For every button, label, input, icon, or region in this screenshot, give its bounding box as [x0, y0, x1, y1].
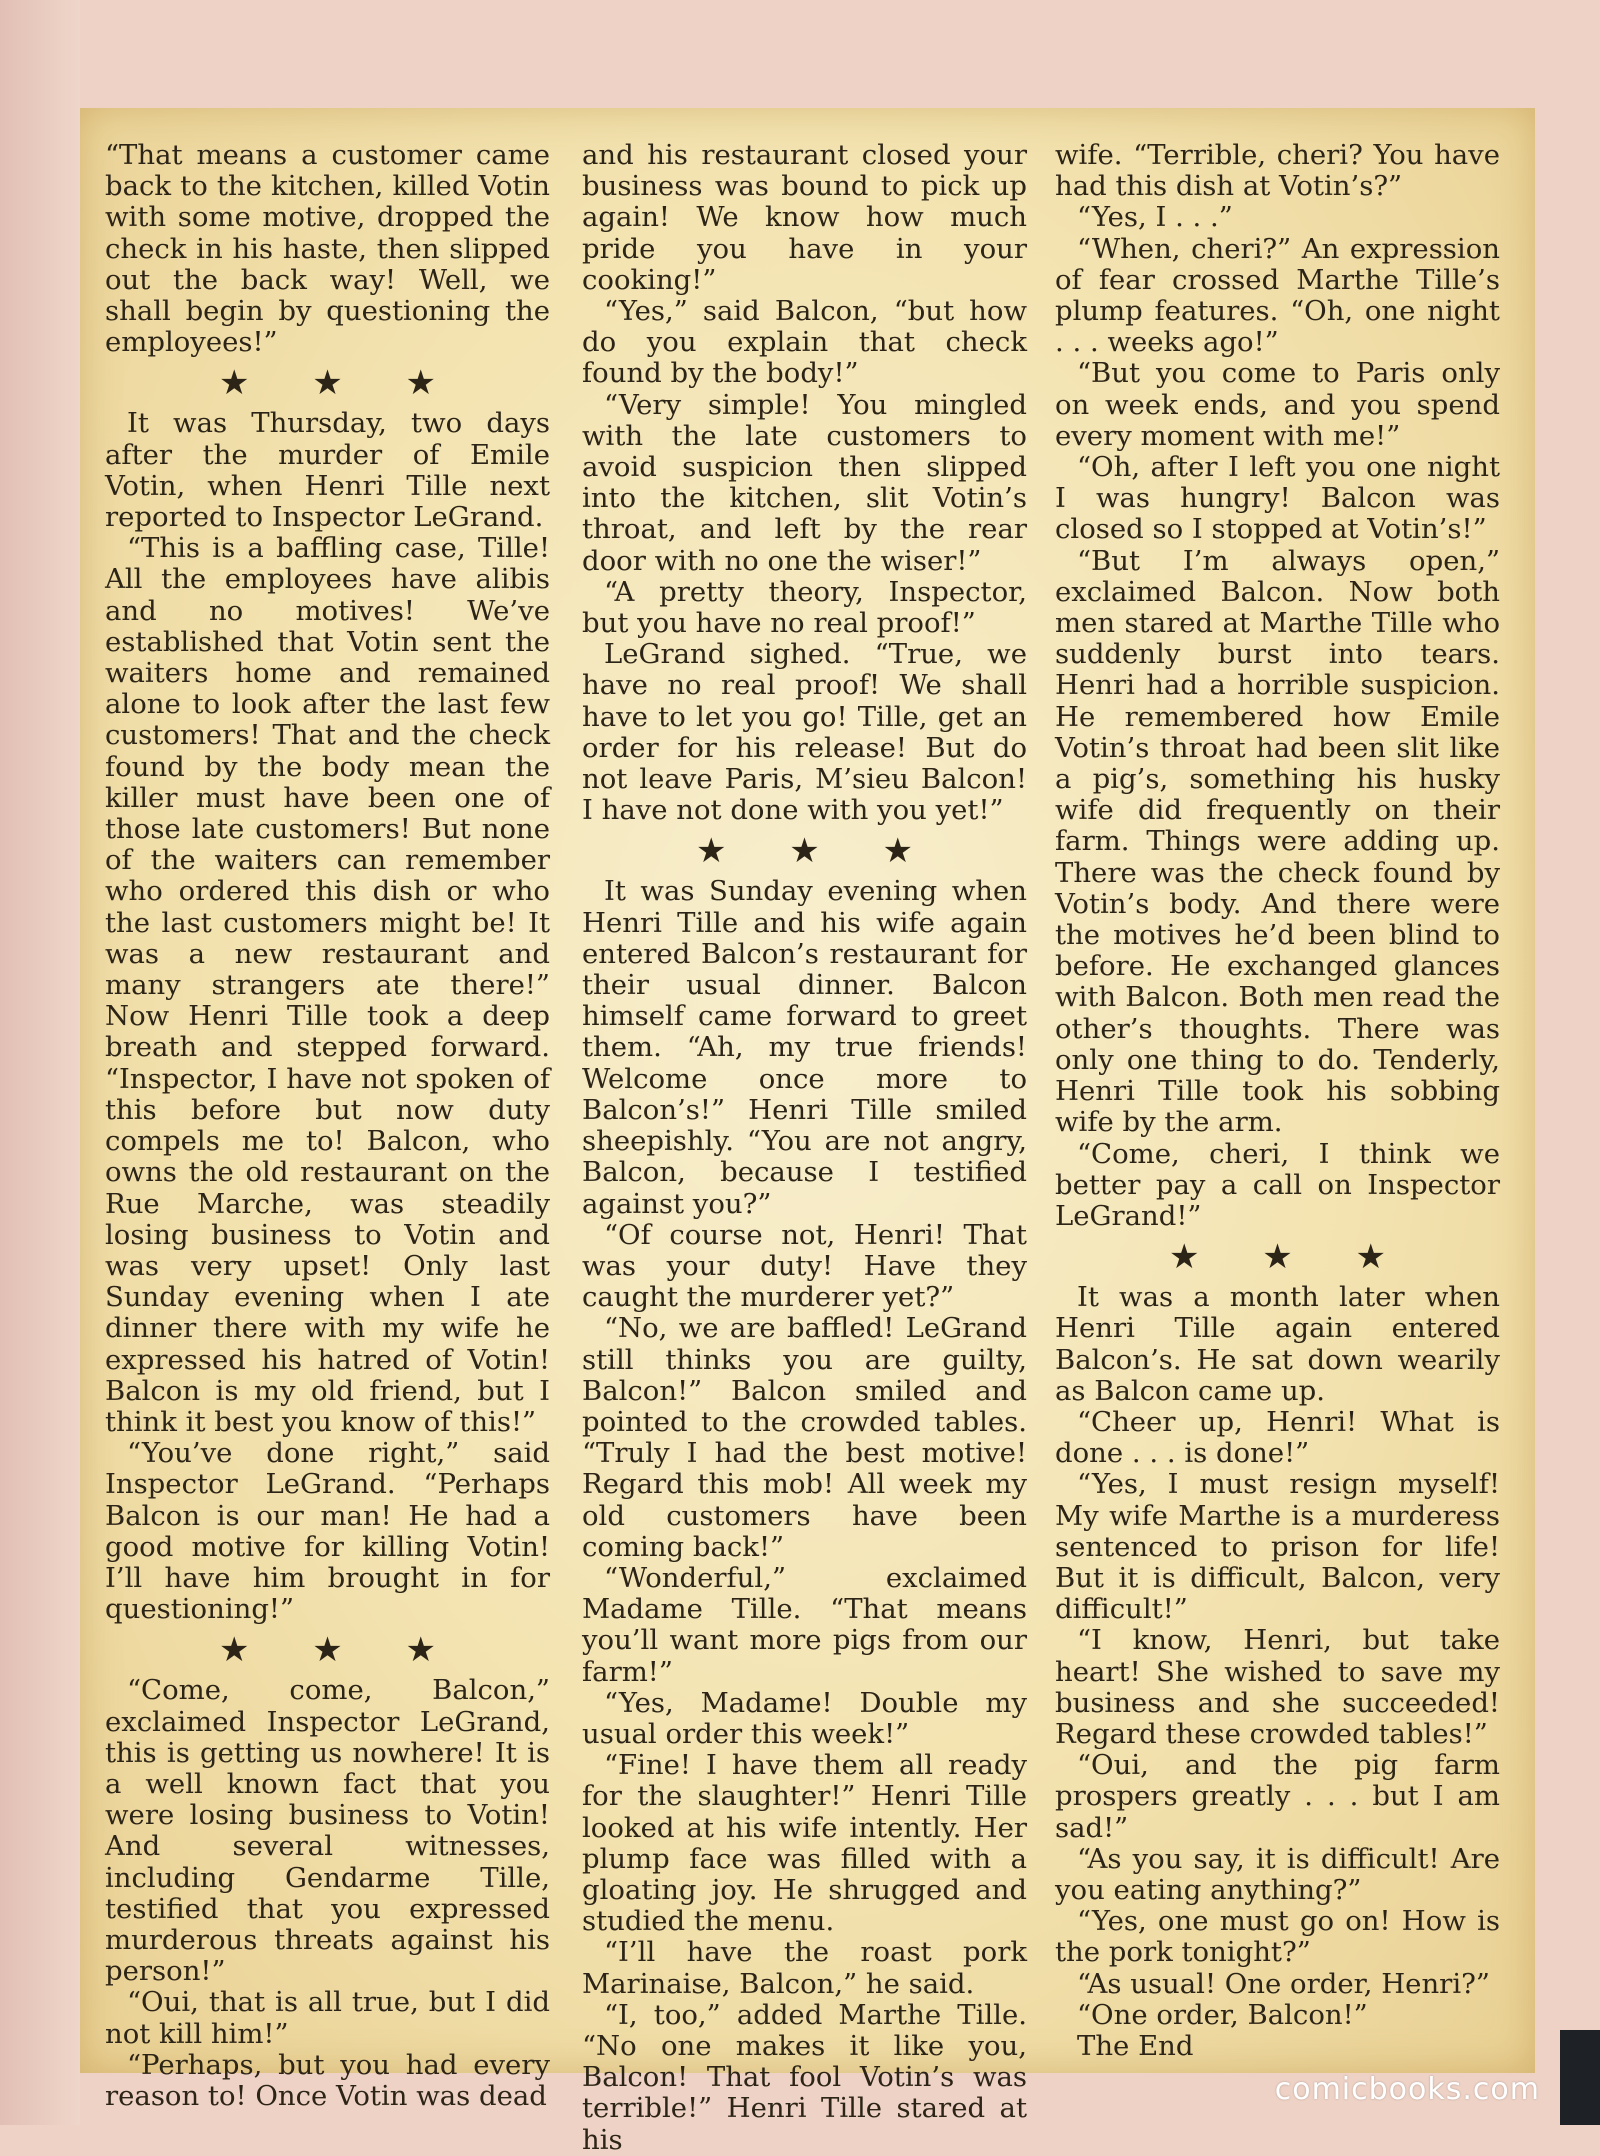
section-separator: ★ ★ ★ [218, 363, 463, 404]
binding-tab [1560, 2030, 1600, 2125]
paragraph: and his restaurant closed your business was bound to pick up again! We know how much pride you have in your cooking!” [582, 139, 1027, 296]
paragraph: “Yes, I . . .” [1077, 201, 1233, 234]
paragraph: “Yes, Madame! Double my usual order this week!” [582, 1686, 1027, 1750]
paragraph: “One order, Balcon!” [1077, 1998, 1368, 2031]
paragraph: “Come, cheri, I think we better pay a call on Inspector LeGrand!” [1055, 1137, 1500, 1232]
paragraph: “This is a baffling case, Tille! All the employees have alibis and no motives! We’ve established that Votin sent the waiters home and remained alone to look after the last few customers! That and the check found by the body mean the killer must have been one of those late customers! But none of the waiters can remember who ordered this dish or who the last customers might be! It was a new restaurant and many strangers ate there!” Now Henri Tille took a deep breath and stepped forward. “Inspector, I have not spoken of this before but now duty compels me to! Balcon, who owns the old restaurant on the Rue Marche, was steadily losing business to Votin and was very upset! Only last Sunday evening when I ate dinner there with my wife he expressed his hatred of Votin! Balcon is my old friend, but I think it best you know of this!” [105, 532, 550, 1438]
paragraph: “Wonderful,” exclaimed Madame Tille. “That means you’ll want more pigs from our farm!” [582, 1561, 1027, 1688]
paragraph: “Come, come, Balcon,” exclaimed Inspector LeGrand, this is getting us nowhere! It is a well known fact that you were losing business to Votin! And several witnesses, including Gendarme Tille, testified that you expressed murderous threats against his person!” [105, 1674, 550, 1988]
paragraph: “But I’m always open,” exclaimed Balcon. Now both men stared at Marthe Tille who suddenly burst into tears. Henri had a horrible suspicion. He remembered how Emile Votin’s throat had been slit like a pig’s, something his husky wife did frequently on their farm. Things were adding up. There was the check found by Votin’s body. And there were the motives he’d been blind to before. He exchanged glances with Balcon. Both men read the other’s thoughts. There was only one thing to do. Tenderly, Henri Tille took his sobbing wife by the arm. [1055, 544, 1500, 1139]
paragraph: “Oh, after I left you one night I was hungry! Balcon was closed so I stopped at Votin’s!” [1055, 451, 1500, 546]
paragraph: “Oui, and the pig farm prospers greatly . . . but I am sad!” [1055, 1749, 1500, 1844]
story-column-3 [1055, 140, 1500, 2062]
paragraph: “Fine! I have them all ready for the slaughter!” Henri Tille looked at his wife intently. Her plump face was filled with a gloating joy. He shrugged and studied the menu. [582, 1749, 1027, 1938]
paragraph: It was Thursday, two days after the murder of Emile Votin, when Henri Tille next reported to Inspector LeGrand. [105, 407, 550, 534]
paragraph: “But you come to Paris only on week ends, and you spend every moment with me!” [1055, 357, 1500, 452]
paragraph: “Yes, one must go on! How is the pork tonight?” [1055, 1905, 1500, 1969]
paragraph: “Yes, I must resign myself! My wife Marthe is a murderess sentenced to prison for life! But it is difficult, Balcon, very difficult!” [1055, 1468, 1500, 1626]
paragraph: LeGrand sighed. “True, we have no real proof! We shall have to let you go! Tille, get an order for his release! But do not leave Paris, M’sieu Balcon! I have not done with you yet!” [582, 638, 1027, 827]
paragraph: “No, we are baffled! LeGrand still thinks you are guilty, Balcon!” Balcon smiled and pointed to the crowded tables. “Truly I had the best motive! Regard this mob! All week my old customers have been coming back!” [582, 1312, 1027, 1563]
paragraph: “Yes,” said Balcon, “but how do you explain that check found by the body!” [582, 295, 1027, 390]
watermark: comicbooks.com [1274, 2072, 1540, 2107]
story-column-1 [105, 140, 550, 2112]
paragraph: “You’ve done right,” said Inspector LeGrand. “Perhaps Balcon is our man! He had a good motive for killing Votin! I’ll have him brought in for questioning!” [105, 1437, 550, 1626]
story-column-2 [582, 140, 1027, 2156]
paragraph: It was a month later when Henri Tille again entered Balcon’s. He sat down wearily as Balcon came up. [1055, 1281, 1500, 1407]
paragraph: “Very simple! You mingled with the late customers to avoid suspicion then slipped into the kitchen, slit Votin’s throat, and left by the rear door with no one the wiser!” [582, 388, 1027, 577]
paragraph: “Perhaps, but you had every reason to! Once Votin was dead [105, 2048, 550, 2112]
paragraph: “Of course not, Henri! That was your duty! Have they caught the murderer yet?” [582, 1218, 1027, 1314]
paragraph: wife. “Terrible, cheri? You have had this dish at Votin’s?” [1055, 139, 1500, 203]
paragraph: “I’ll have the roast pork Marinaise, Balcon,” he said. [582, 1936, 1027, 2000]
paragraph: “That means a customer came back to the kitchen, killed Votin with some motive, dropped the check in his haste, then slipped out the back way! Well, we shall begin by questioning the employees!” [105, 139, 550, 359]
paragraph: “Cheer up, Henri! What is done . . . is done!” [1055, 1405, 1500, 1470]
paragraph: “Oui, that is all true, but I did not kill him!” [105, 1986, 550, 2050]
paragraph: “I, too,” added Marthe Tille. “No one makes it like you, Balcon! That fool Votin’s was terrible!” Henri Tille stared at his [582, 1998, 1027, 2156]
section-separator: ★ ★ ★ [1168, 1237, 1413, 1278]
paragraph: “A pretty theory, Inspector, but you have no real proof!” [582, 575, 1027, 640]
section-separator: ★ ★ ★ [695, 831, 940, 872]
paragraph: “As usual! One order, Henri?” [1077, 1967, 1490, 2000]
paragraph: It was Sunday evening when Henri Tille and his wife again entered Balcon’s restaurant for their usual dinner. Balcon himself came forward to greet them. “Ah, my true friends! Welcome once more to Balcon’s!” Henri Tille smiled sheepishly. “You are not angry, Balcon, because I testified against you?” [582, 875, 1027, 1220]
section-separator: ★ ★ ★ [218, 1630, 463, 1671]
paragraph: “As you say, it is difficult! Are you eating anything?” [1055, 1842, 1500, 1906]
the-end-label: The End [1077, 2029, 1194, 2062]
paragraph: “When, cheri?” An expression of fear crossed Marthe Tille’s plump features. “Oh, one night . . . weeks ago!” [1055, 232, 1500, 359]
paragraph: “I know, Henri, but take heart! She wished to save my business and she succeeded! Regard these crowded tables!” [1055, 1624, 1500, 1750]
page-left-edge [0, 0, 80, 2125]
